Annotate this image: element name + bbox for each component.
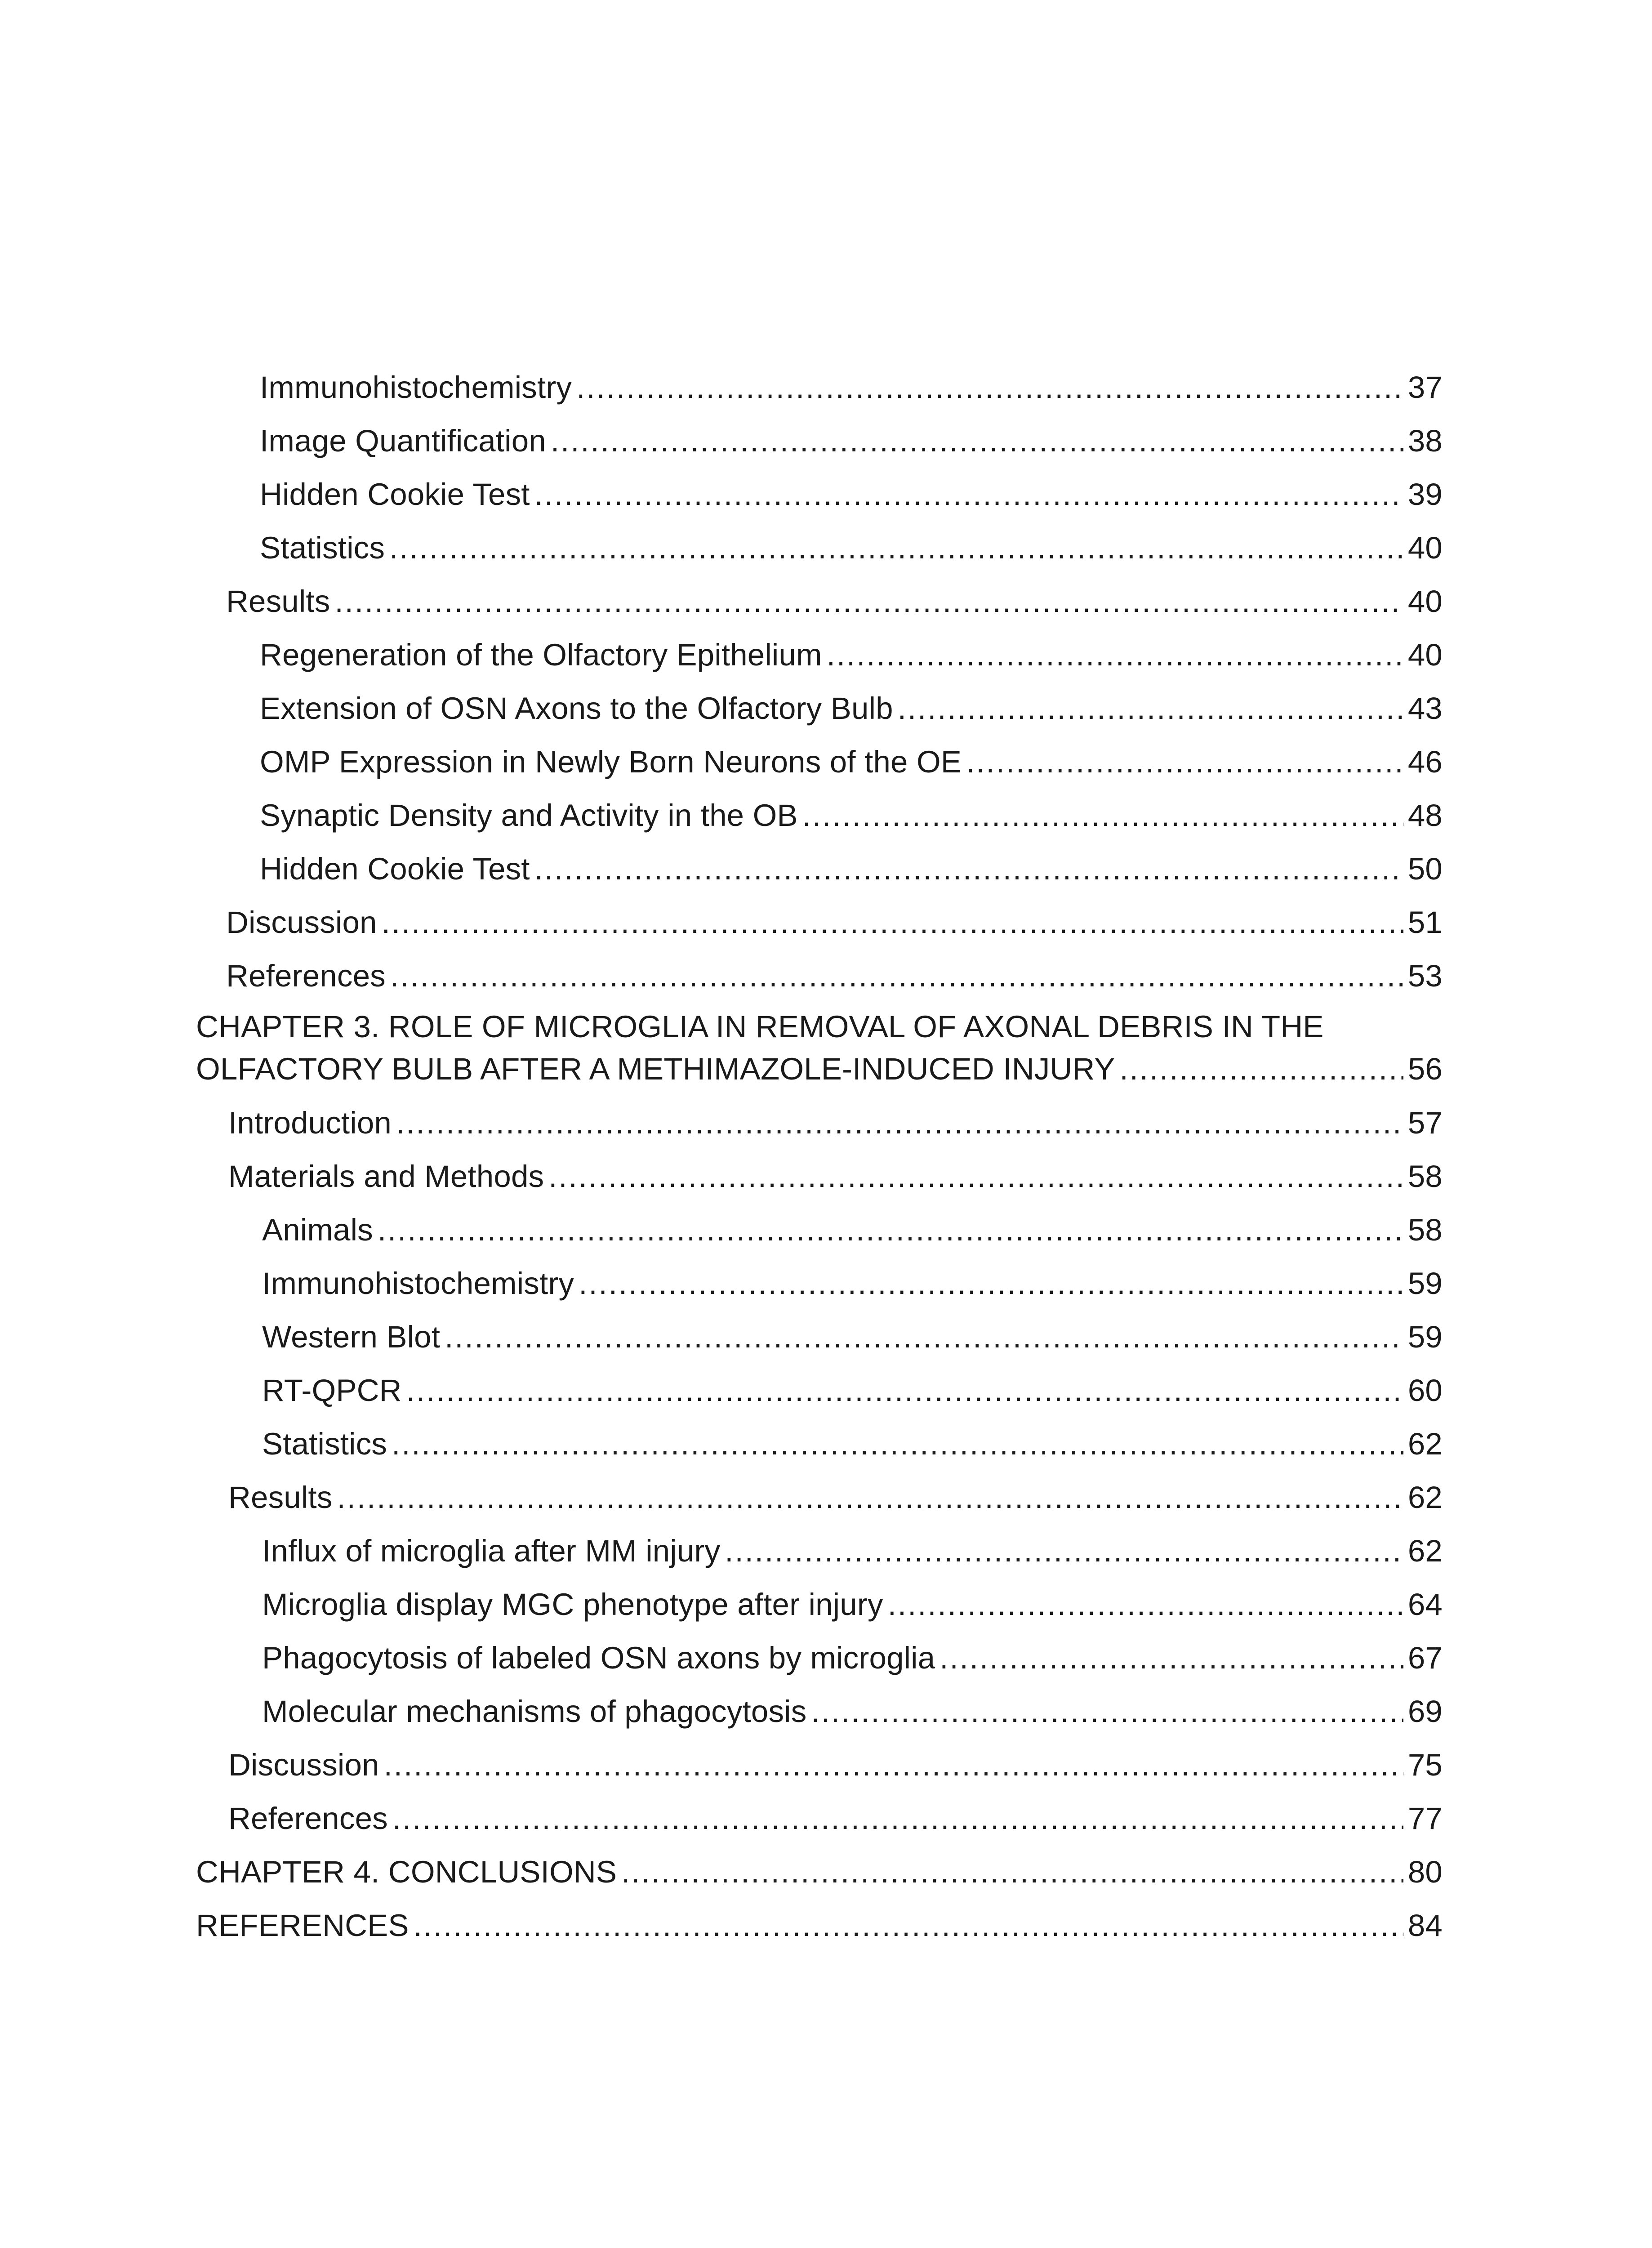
toc-entry	[260, 526, 1443, 571]
toc-entry-title: OMP Expression in Newly Born Neurons of the OE	[260, 745, 962, 779]
toc-dot-leader	[621, 1850, 1403, 1895]
toc-entry-title: Hidden Cookie Test	[260, 852, 530, 886]
toc-entry	[262, 1689, 1443, 1734]
toc-dot-leader	[966, 740, 1403, 785]
toc-page-number: 40	[1407, 531, 1443, 565]
toc-entry	[260, 419, 1443, 464]
toc-entry-title: Discussion	[226, 905, 377, 940]
toc-entry-title: REFERENCES	[196, 1908, 409, 1943]
toc-entry-title: Statistics	[262, 1427, 387, 1461]
toc-page-number: 62	[1407, 1480, 1443, 1515]
toc-entry-title: Immunohistochemistry	[262, 1266, 574, 1301]
toc-page-number: 62	[1407, 1534, 1443, 1568]
toc-dot-leader	[811, 1689, 1403, 1734]
toc-entry-title: Phagocytosis of labeled OSN axons by microglia	[262, 1641, 935, 1675]
toc-dot-leader	[390, 954, 1403, 999]
toc-entry-title: Influx of microglia after MM injury	[262, 1534, 721, 1568]
toc-page-number: 59	[1407, 1320, 1443, 1354]
toc-entry-title: Discussion	[228, 1748, 379, 1782]
toc-entry	[262, 1529, 1443, 1574]
toc-entry-title: Immunohistochemistry	[260, 370, 572, 405]
toc-entry-title: Materials and Methods	[228, 1159, 544, 1194]
toc-entry-title: Hidden Cookie Test	[260, 477, 530, 512]
toc-page-number: 58	[1407, 1159, 1443, 1194]
toc-page-number: 40	[1407, 584, 1443, 619]
toc-dot-leader	[548, 1154, 1403, 1199]
toc-dot-leader	[445, 1315, 1403, 1360]
toc-entry-title: References	[226, 959, 386, 993]
toc-dot-leader	[534, 472, 1403, 517]
toc-page-number: 62	[1407, 1427, 1443, 1461]
toc-entry-title: Image Quantification	[260, 424, 546, 458]
toc-entry-title: Animals	[262, 1213, 373, 1247]
toc-page-number: 43	[1407, 691, 1443, 726]
toc-entry	[226, 954, 1443, 999]
toc-dot-leader	[940, 1636, 1403, 1681]
toc-dot-leader	[1119, 1047, 1403, 1092]
toc-dot-leader	[802, 793, 1403, 838]
toc-dot-leader	[384, 1743, 1403, 1788]
toc-page-number: 48	[1407, 798, 1443, 833]
toc-entry	[260, 793, 1443, 838]
toc-page-number: 69	[1407, 1694, 1443, 1729]
toc-entry-title-line: OLFACTORY BULB AFTER A METHIMAZOLE-INDUCED INJURY	[196, 1052, 1115, 1086]
toc-dot-leader	[389, 526, 1403, 571]
toc-dot-leader	[392, 1422, 1403, 1467]
toc-entry	[226, 900, 1443, 945]
toc-dot-leader	[406, 1368, 1403, 1413]
toc-entry	[226, 579, 1443, 624]
toc-entry-title: RT-QPCR	[262, 1373, 402, 1408]
toc-page-number: 77	[1407, 1801, 1443, 1836]
toc-entry-title: Regeneration of the Olfactory Epithelium	[260, 638, 822, 672]
toc-entry	[260, 633, 1443, 678]
toc-page-number: 59	[1407, 1266, 1443, 1301]
toc-entry	[262, 1368, 1443, 1413]
toc-chapter-entry	[196, 1903, 1443, 1948]
toc-entry	[228, 1743, 1443, 1788]
toc-page-number: 38	[1407, 424, 1443, 458]
toc-page-number: 64	[1407, 1587, 1443, 1622]
toc-entry	[228, 1101, 1443, 1146]
toc-page-number: 40	[1407, 638, 1443, 672]
toc-entry	[260, 365, 1443, 410]
toc-dot-leader	[551, 419, 1403, 464]
toc-entry	[228, 1796, 1443, 1841]
toc-entry-title-line: CHAPTER 3. ROLE OF MICROGLIA IN REMOVAL OF AXONAL DEBRIS IN THE	[196, 1009, 1324, 1044]
toc-page-number: 60	[1407, 1373, 1443, 1408]
toc-page-number: 53	[1407, 959, 1443, 993]
toc-dot-leader	[888, 1582, 1403, 1627]
toc-entry	[260, 686, 1443, 731]
toc-entry-title: Results	[226, 584, 330, 619]
toc-entry-title: Western Blot	[262, 1320, 441, 1354]
toc-dot-leader	[337, 1475, 1403, 1520]
toc-page-number: 51	[1407, 905, 1443, 940]
toc-entry-title: Extension of OSN Axons to the Olfactory Bulb	[260, 691, 893, 726]
toc-entry	[262, 1636, 1443, 1681]
toc-entry	[262, 1315, 1443, 1360]
toc-entry	[262, 1422, 1443, 1467]
toc-dot-leader	[392, 1796, 1403, 1841]
toc-entry	[260, 847, 1443, 892]
toc-entry	[260, 472, 1443, 517]
toc-entry-title: Synaptic Density and Activity in the OB	[260, 798, 798, 833]
toc-entry-title: Introduction	[228, 1106, 392, 1140]
toc-page-number: 50	[1407, 852, 1443, 886]
toc-entry-title: Statistics	[260, 531, 385, 565]
toc-page-number: 58	[1407, 1213, 1443, 1247]
toc-dot-leader	[827, 633, 1403, 678]
toc-entry-title: Molecular mechanisms of phagocytosis	[262, 1694, 807, 1729]
toc-page-number: 56	[1407, 1052, 1443, 1086]
toc-entry-title: CHAPTER 4. CONCLUSIONS	[196, 1855, 617, 1889]
toc-dot-leader	[378, 1208, 1403, 1253]
toc-dot-leader	[576, 365, 1403, 410]
toc-entry	[262, 1208, 1443, 1253]
toc-page-number: 57	[1407, 1106, 1443, 1140]
toc-page-number: 80	[1407, 1855, 1443, 1889]
toc-dot-leader	[396, 1101, 1403, 1146]
toc-page-number: 37	[1407, 370, 1443, 405]
toc-entry	[262, 1582, 1443, 1627]
toc-entry	[228, 1154, 1443, 1199]
toc-dot-leader	[382, 900, 1403, 945]
toc-entry	[228, 1475, 1443, 1520]
toc-page-number: 84	[1407, 1908, 1443, 1943]
toc-entry	[260, 740, 1443, 785]
toc-entry-title: Results	[228, 1480, 333, 1515]
toc-dot-leader	[414, 1903, 1403, 1948]
toc-page-number: 75	[1407, 1748, 1443, 1782]
toc-dot-leader	[334, 579, 1403, 624]
toc-dot-leader	[898, 686, 1403, 731]
toc-page-number: 39	[1407, 477, 1443, 512]
toc-dot-leader	[725, 1529, 1403, 1574]
toc-entry	[262, 1261, 1443, 1306]
toc-page-number: 46	[1407, 745, 1443, 779]
toc-dot-leader	[579, 1261, 1403, 1306]
toc-entry-title: References	[228, 1801, 388, 1836]
toc-dot-leader	[534, 847, 1403, 892]
toc-chapter-entry	[196, 1850, 1443, 1895]
toc-chapter-entry	[196, 1007, 1443, 1092]
toc-entry-title: Microglia display MGC phenotype after injury	[262, 1587, 883, 1622]
toc-page-number: 67	[1407, 1641, 1443, 1675]
